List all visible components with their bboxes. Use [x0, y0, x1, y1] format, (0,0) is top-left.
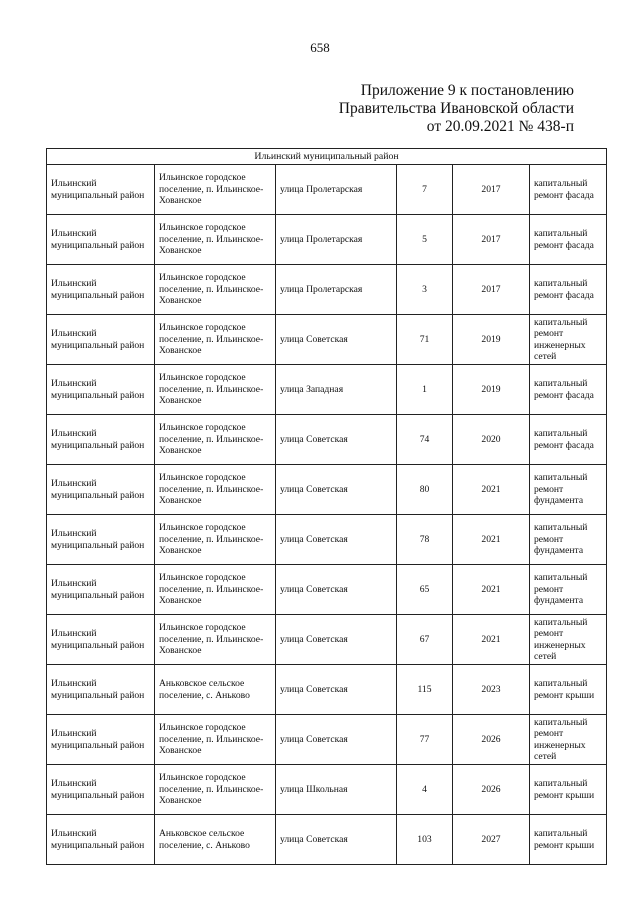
district-cell: Ильинский муниципальный район	[47, 715, 155, 765]
table-row	[47, 215, 607, 265]
house-number-cell: 5	[397, 215, 453, 265]
appendix-line-3: от 20.09.2021 № 438-п	[426, 118, 574, 135]
work-type-cell: капитальный ремонт фасада	[530, 265, 607, 315]
appendix-line-2: Правительства Ивановской области	[338, 100, 574, 117]
work-type-cell: капитальный ремонт фундамента	[530, 565, 607, 615]
year-cell: 2021	[453, 565, 530, 615]
settlement-cell: Ильинское городское поселение, п. Ильинское-Хованское	[155, 615, 276, 665]
year-cell: 2017	[453, 265, 530, 315]
appendix-line-1: Приложение 9 к постановлению	[360, 82, 574, 99]
district-cell: Ильинский муниципальный район	[47, 515, 155, 565]
year-cell: 2026	[453, 715, 530, 765]
district-cell: Ильинский муниципальный район	[47, 565, 155, 615]
table-row	[47, 265, 607, 315]
street-cell: улица Пролетарская	[276, 165, 397, 215]
settlement-cell: Ильинское городское поселение, п. Ильинское-Хованское	[155, 465, 276, 515]
year-cell: 2027	[453, 815, 530, 865]
house-number-cell: 80	[397, 465, 453, 515]
settlement-cell: Ильинское городское поселение, п. Ильинское-Хованское	[155, 265, 276, 315]
house-number-cell: 103	[397, 815, 453, 865]
house-number-cell: 3	[397, 265, 453, 315]
district-cell: Ильинский муниципальный район	[47, 665, 155, 715]
year-cell: 2019	[453, 315, 530, 365]
house-number-cell: 71	[397, 315, 453, 365]
year-cell: 2021	[453, 465, 530, 515]
table-row	[47, 715, 607, 765]
table-row	[47, 765, 607, 815]
street-cell: улица Советская	[276, 315, 397, 365]
house-number-cell: 77	[397, 715, 453, 765]
work-type-cell: капитальный ремонт инженерных сетей	[530, 615, 607, 665]
street-cell: улица Советская	[276, 515, 397, 565]
settlement-cell: Ильинское городское поселение, п. Ильинское-Хованское	[155, 565, 276, 615]
table-row	[47, 665, 607, 715]
house-number-cell: 74	[397, 415, 453, 465]
street-cell: улица Советская	[276, 615, 397, 665]
street-cell: улица Советская	[276, 565, 397, 615]
street-cell: улица Советская	[276, 815, 397, 865]
table-row	[47, 165, 607, 215]
work-type-cell: капитальный ремонт фасада	[530, 415, 607, 465]
settlement-cell: Ильинское городское поселение, п. Ильинское-Хованское	[155, 165, 276, 215]
street-cell: улица Западная	[276, 365, 397, 415]
house-number-cell: 78	[397, 515, 453, 565]
district-cell: Ильинский муниципальный район	[47, 265, 155, 315]
district-cell: Ильинский муниципальный район	[47, 465, 155, 515]
year-cell: 2023	[453, 665, 530, 715]
district-cell: Ильинский муниципальный район	[47, 815, 155, 865]
table-row	[47, 465, 607, 515]
settlement-cell: Ильинское городское поселение, п. Ильинское-Хованское	[155, 765, 276, 815]
work-type-cell: капитальный ремонт инженерных сетей	[530, 315, 607, 365]
street-cell: улица Советская	[276, 715, 397, 765]
district-cell: Ильинский муниципальный район	[47, 615, 155, 665]
district-cell: Ильинский муниципальный район	[47, 315, 155, 365]
table-row	[47, 415, 607, 465]
year-cell: 2021	[453, 515, 530, 565]
table-row	[47, 615, 607, 665]
work-type-cell: капитальный ремонт фасада	[530, 365, 607, 415]
appendix-header	[339, 82, 574, 136]
page-number: 658	[310, 40, 330, 55]
street-cell: улица Школьная	[276, 765, 397, 815]
district-cell: Ильинский муниципальный район	[47, 215, 155, 265]
year-cell: 2021	[453, 615, 530, 665]
street-cell: улица Пролетарская	[276, 215, 397, 265]
street-cell: улица Советская	[276, 415, 397, 465]
work-type-cell: капитальный ремонт фундамента	[530, 465, 607, 515]
district-cell: Ильинский муниципальный район	[47, 415, 155, 465]
work-type-cell: капитальный ремонт фасада	[530, 165, 607, 215]
work-type-cell: капитальный ремонт крыши	[530, 665, 607, 715]
settlement-cell: Ильинское городское поселение, п. Ильинское-Хованское	[155, 365, 276, 415]
year-cell: 2019	[453, 365, 530, 415]
work-type-cell: капитальный ремонт крыши	[530, 765, 607, 815]
table-row	[47, 315, 607, 365]
house-number-cell: 7	[397, 165, 453, 215]
settlement-cell: Ильинское городское поселение, п. Ильинское-Хованское	[155, 515, 276, 565]
street-cell: улица Пролетарская	[276, 265, 397, 315]
year-cell: 2026	[453, 765, 530, 815]
table-row	[47, 565, 607, 615]
year-cell: 2017	[453, 215, 530, 265]
table-row	[47, 515, 607, 565]
settlement-cell: Аньковское сельское поселение, с. Аньково	[155, 665, 276, 715]
settlement-cell: Аньковское сельское поселение, с. Аньково	[155, 815, 276, 865]
work-type-cell: капитальный ремонт крыши	[530, 815, 607, 865]
street-cell: улица Советская	[276, 665, 397, 715]
work-type-cell: капитальный ремонт фасада	[530, 215, 607, 265]
district-cell: Ильинский муниципальный район	[47, 165, 155, 215]
table-row	[47, 815, 607, 865]
work-type-cell: капитальный ремонт инженерных сетей	[530, 715, 607, 765]
house-number-cell: 67	[397, 615, 453, 665]
house-number-cell: 4	[397, 765, 453, 815]
district-cell: Ильинский муниципальный район	[47, 365, 155, 415]
house-number-cell: 65	[397, 565, 453, 615]
region-header-row	[47, 149, 607, 165]
region-header: Ильинский муниципальный район	[47, 149, 607, 165]
settlement-cell: Ильинское городское поселение, п. Ильинское-Хованское	[155, 315, 276, 365]
settlement-cell: Ильинское городское поселение, п. Ильинское-Хованское	[155, 715, 276, 765]
district-cell: Ильинский муниципальный район	[47, 765, 155, 815]
settlement-cell: Ильинское городское поселение, п. Ильинское-Хованское	[155, 415, 276, 465]
settlement-cell: Ильинское городское поселение, п. Ильинское-Хованское	[155, 215, 276, 265]
year-cell: 2020	[453, 415, 530, 465]
house-number-cell: 115	[397, 665, 453, 715]
house-number-cell: 1	[397, 365, 453, 415]
work-type-cell: капитальный ремонт фундамента	[530, 515, 607, 565]
table-row	[47, 365, 607, 415]
street-cell: улица Советская	[276, 465, 397, 515]
year-cell: 2017	[453, 165, 530, 215]
housing-repair-table	[46, 148, 607, 865]
